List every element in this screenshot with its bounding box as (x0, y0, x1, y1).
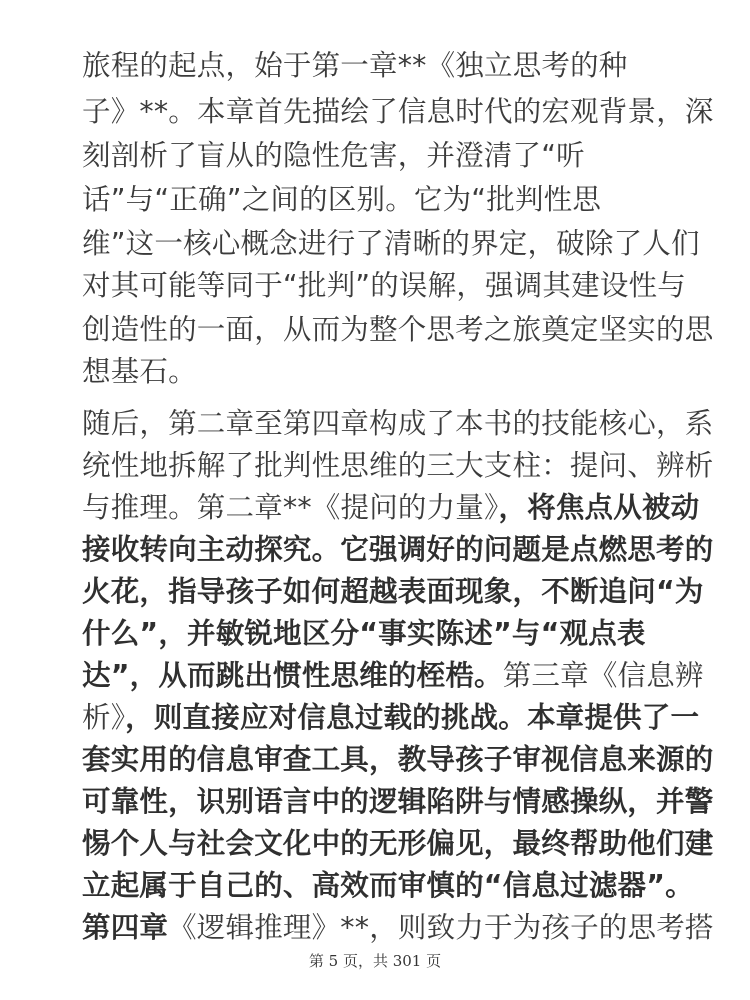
text-line (82, 908, 714, 948)
text-run: 统性地拆解了批判性思维的三大支柱：提问、辨析 (82, 449, 714, 482)
text-line (82, 530, 713, 570)
text-line (82, 446, 713, 486)
bold-text-run: 立起属于自己的、高效而审慎的“信息过滤器”。 (82, 869, 694, 902)
text-line (82, 92, 714, 132)
text-run: 对其可能等同于“批判”的误解，强调其建设性与 (82, 269, 686, 302)
text-line (82, 224, 700, 264)
text-run: 创造性的一面，从而为整个思考之旅奠定坚实的思 (82, 313, 714, 346)
bold-text-run: 惕个人与社会文化中的无形偏见，最终帮助他们建 (82, 827, 714, 860)
text-run: 子》**。本章首先描绘了信息时代的宏观背景，深 (82, 95, 714, 128)
text-run: 想基石。 (82, 355, 197, 388)
page-number-footer: 第 5 页，共 301 页 (308, 952, 442, 970)
bold-text-run: 达”，从而跳出惯性思维的桎梏。 (82, 659, 503, 692)
bold-text-run: 什么”，并敏锐地区分“事实陈述”与“观点表 (82, 617, 646, 650)
text-line (82, 866, 694, 906)
text-line (82, 46, 628, 86)
text-line (82, 310, 713, 350)
text-line (82, 488, 699, 528)
text-line (82, 404, 713, 444)
bold-text-run: 套实用的信息审查工具，教导孩子审视信息来源的 (82, 743, 714, 776)
bold-text-run: 第四章 (82, 911, 169, 944)
bold-text-run: ，将焦点从被动 (498, 491, 700, 524)
text-run: 维”这一核心概念进行了清晰的界定，破除了人们 (82, 227, 700, 260)
text-line (82, 824, 713, 864)
bold-text-run: 火花，指导孩子如何超越表面现象，不断追问“为 (82, 575, 704, 608)
text-line (82, 698, 699, 738)
text-run: 与推理。第二章**《提问的力量》 (82, 491, 499, 524)
text-run: 话”与“正确”之间的区别。它为“批判性思 (82, 183, 602, 216)
text-run: 旅程的起点，始于第一章**《独立思考的种 (82, 49, 628, 82)
text-line (82, 740, 713, 780)
text-line (82, 656, 704, 696)
text-line (82, 614, 646, 654)
text-line (82, 352, 197, 392)
text-run: 《逻辑推理》**，则致力于为孩子的思考搭 (168, 911, 714, 944)
bold-text-run: 接收转向主动探究。它强调好的问题是点燃思考的 (82, 533, 714, 566)
text-line (82, 572, 704, 612)
bold-text-run: 可靠性，识别语言中的逻辑陷阱与情感操纵，并警 (82, 785, 714, 818)
text-run: 第三章《信息辨 (502, 659, 704, 692)
text-line (82, 180, 601, 220)
text-run: 刻剖析了盲从的隐性危害，并澄清了“听 (82, 139, 585, 172)
text-line (82, 266, 686, 306)
text-run: 随后，第二章至第四章构成了本书的技能核心，系 (82, 407, 714, 440)
text-line (82, 782, 713, 822)
text-line (82, 136, 585, 176)
bold-text-run: ，则直接应对信息过载的挑战。本章提供了一 (125, 701, 700, 734)
text-run: 析》 (82, 701, 126, 734)
